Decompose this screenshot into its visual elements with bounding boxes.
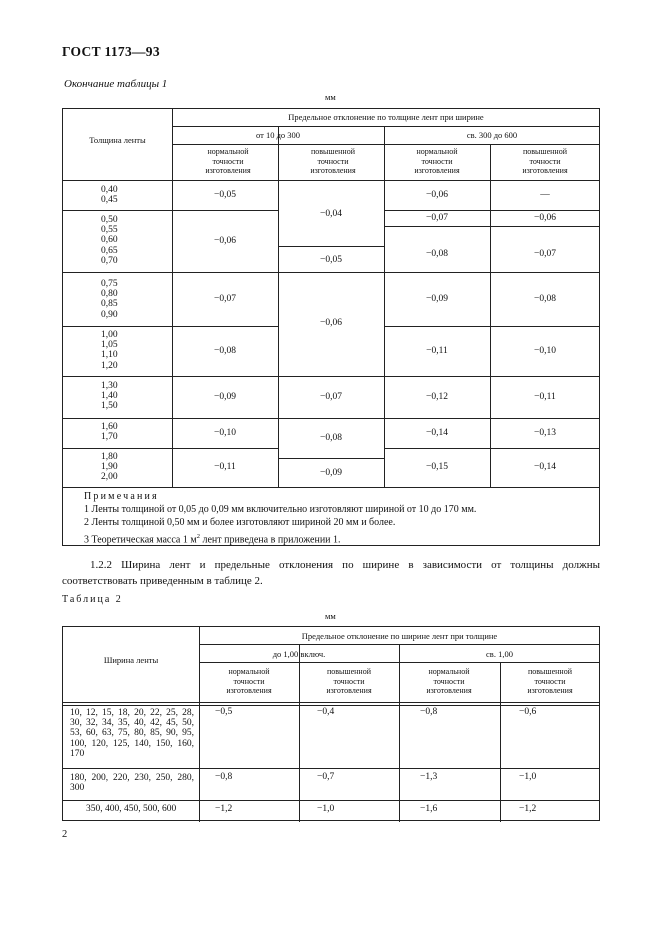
- value-cell: −0,14: [534, 462, 556, 472]
- column-header-main: Предельное отклонение по ширине лент при толщине: [301, 631, 498, 641]
- value-cell: −0,11: [426, 346, 448, 356]
- value-cell: −0,15: [426, 462, 448, 472]
- value-cell: −0,07: [534, 249, 556, 259]
- value-cell: −0,6: [519, 707, 537, 717]
- column-header-width: Ширина ленты: [103, 655, 159, 665]
- value-cell: −0,14: [426, 428, 448, 438]
- value-cell: −0,8: [215, 772, 233, 782]
- value-cell: −0,06: [214, 236, 236, 246]
- width-list: 350, 400, 450, 500, 600: [86, 804, 177, 814]
- column-header-range1: от 10 до 300: [255, 130, 301, 140]
- note-item: 1 Ленты толщиной от 0,05 до 0,09 мм включительно изготовляют шириной от 10 до 170 мм.: [84, 504, 477, 516]
- value-cell: −0,06: [534, 213, 556, 223]
- value-cell: −1,3: [420, 772, 438, 782]
- column-header-normal: нормальной точности изготовления: [205, 147, 251, 175]
- column-header-range1: до 1,00 включ.: [272, 649, 326, 659]
- column-header-normal: нормальной точности изготовления: [226, 667, 272, 695]
- column-header-range2: св. 300 до 600: [466, 130, 518, 140]
- document-code: ГОСТ 1173—93: [62, 44, 160, 59]
- value-cell: −0,08: [320, 433, 342, 443]
- value-cell: —: [540, 190, 550, 200]
- column-header-thickness: Толщина ленты: [89, 135, 146, 145]
- column-header-normal: нормальной точности изготовления: [426, 667, 472, 695]
- table1-notes: [84, 490, 476, 546]
- value-cell: −1,0: [519, 772, 537, 782]
- table1: [62, 108, 600, 546]
- value-cell: −0,05: [320, 255, 342, 265]
- value-cell: −0,12: [426, 392, 448, 402]
- value-cell: −0,11: [534, 392, 556, 402]
- value-cell: −1,6: [420, 804, 438, 814]
- value-cell: −0,08: [214, 346, 236, 356]
- value-cell: −0,04: [320, 209, 342, 219]
- column-header-high: повышенной точности изготовления: [310, 147, 356, 175]
- table2-caption: Таблица 2: [62, 594, 123, 605]
- value-cell: −0,07: [426, 213, 448, 223]
- table2: [62, 626, 600, 821]
- value-cell: −0,13: [534, 428, 556, 438]
- thickness-group: 0,40 0,45: [101, 185, 118, 206]
- value-cell: −0,09: [320, 468, 342, 478]
- column-header-high: повышенной точности изготовления: [527, 667, 573, 695]
- column-header-high: повышенной точности изготовления: [326, 667, 372, 695]
- value-cell: −0,10: [214, 428, 236, 438]
- paragraph-1-2-2: 1.2.2 Ширина лент и предельные отклонения по ширине в зависимости от толщины должны соответствовать приведенным в таблице 2.: [62, 559, 600, 587]
- table1-unit: мм: [325, 92, 336, 102]
- value-cell: −0,08: [534, 294, 556, 304]
- value-cell: −0,09: [426, 294, 448, 304]
- note-item: 2 Ленты толщиной 0,50 мм и более изготовляют шириной 20 мм и более.: [84, 517, 396, 529]
- value-cell: −0,06: [320, 318, 342, 328]
- value-cell: −0,8: [420, 707, 438, 717]
- value-cell: −1,0: [317, 804, 335, 814]
- value-cell: −0,4: [317, 707, 335, 717]
- note-item: 3 Теоретическая масса 1 $м^2$ лент приведена в приложении 1.: [84, 532, 341, 545]
- value-cell: −0,07: [214, 294, 236, 304]
- value-cell: −0,07: [320, 392, 342, 402]
- value-cell: −0,7: [317, 772, 335, 782]
- value-cell: −0,5: [215, 707, 233, 717]
- column-header-main: Предельное отклонение по толщине лент при ширине: [288, 112, 484, 122]
- width-list: 10, 12, 15, 18, 20, 22, 25, 28, 30, 32, 34, 35, 40, 42, 45, 50, 53, 60, 63, 75, 80, 85, 90, 95, 100, 120, 125, 140, 150, 160, 170: [70, 708, 194, 759]
- width-list: 180, 200, 220, 230, 250, 280, 300: [70, 773, 194, 794]
- thickness-group: 0,75 0,80 0,85 0,90: [101, 279, 118, 320]
- value-cell: −0,11: [214, 462, 236, 472]
- thickness-group: 1,80 1,90 2,00: [101, 452, 118, 483]
- value-cell: −0,09: [214, 392, 236, 402]
- value-cell: −0,08: [426, 249, 448, 259]
- column-header-normal: нормальной точности изготовления: [414, 147, 460, 175]
- thickness-group: 1,60 1,70: [101, 422, 118, 443]
- thickness-group: 1,00 1,05 1,10 1,20: [101, 330, 118, 371]
- column-header-high: повышенной точности изготовления: [522, 147, 568, 175]
- value-cell: −1,2: [215, 804, 233, 814]
- column-header-range2: св. 1,00: [486, 649, 513, 659]
- thickness-group: 1,30 1,40 1,50: [101, 381, 118, 412]
- value-cell: −0,06: [426, 190, 448, 200]
- notes-title: Примечания: [84, 491, 159, 502]
- table2-unit: мм: [325, 611, 336, 621]
- table-continuation-label: Окончание таблицы 1: [64, 78, 168, 90]
- thickness-group: 0,50 0,55 0,60 0,65 0,70: [101, 215, 118, 266]
- page-number: 2: [62, 829, 68, 840]
- value-cell: −0,05: [214, 190, 236, 200]
- value-cell: −0,10: [534, 346, 556, 356]
- value-cell: −1,2: [519, 804, 537, 814]
